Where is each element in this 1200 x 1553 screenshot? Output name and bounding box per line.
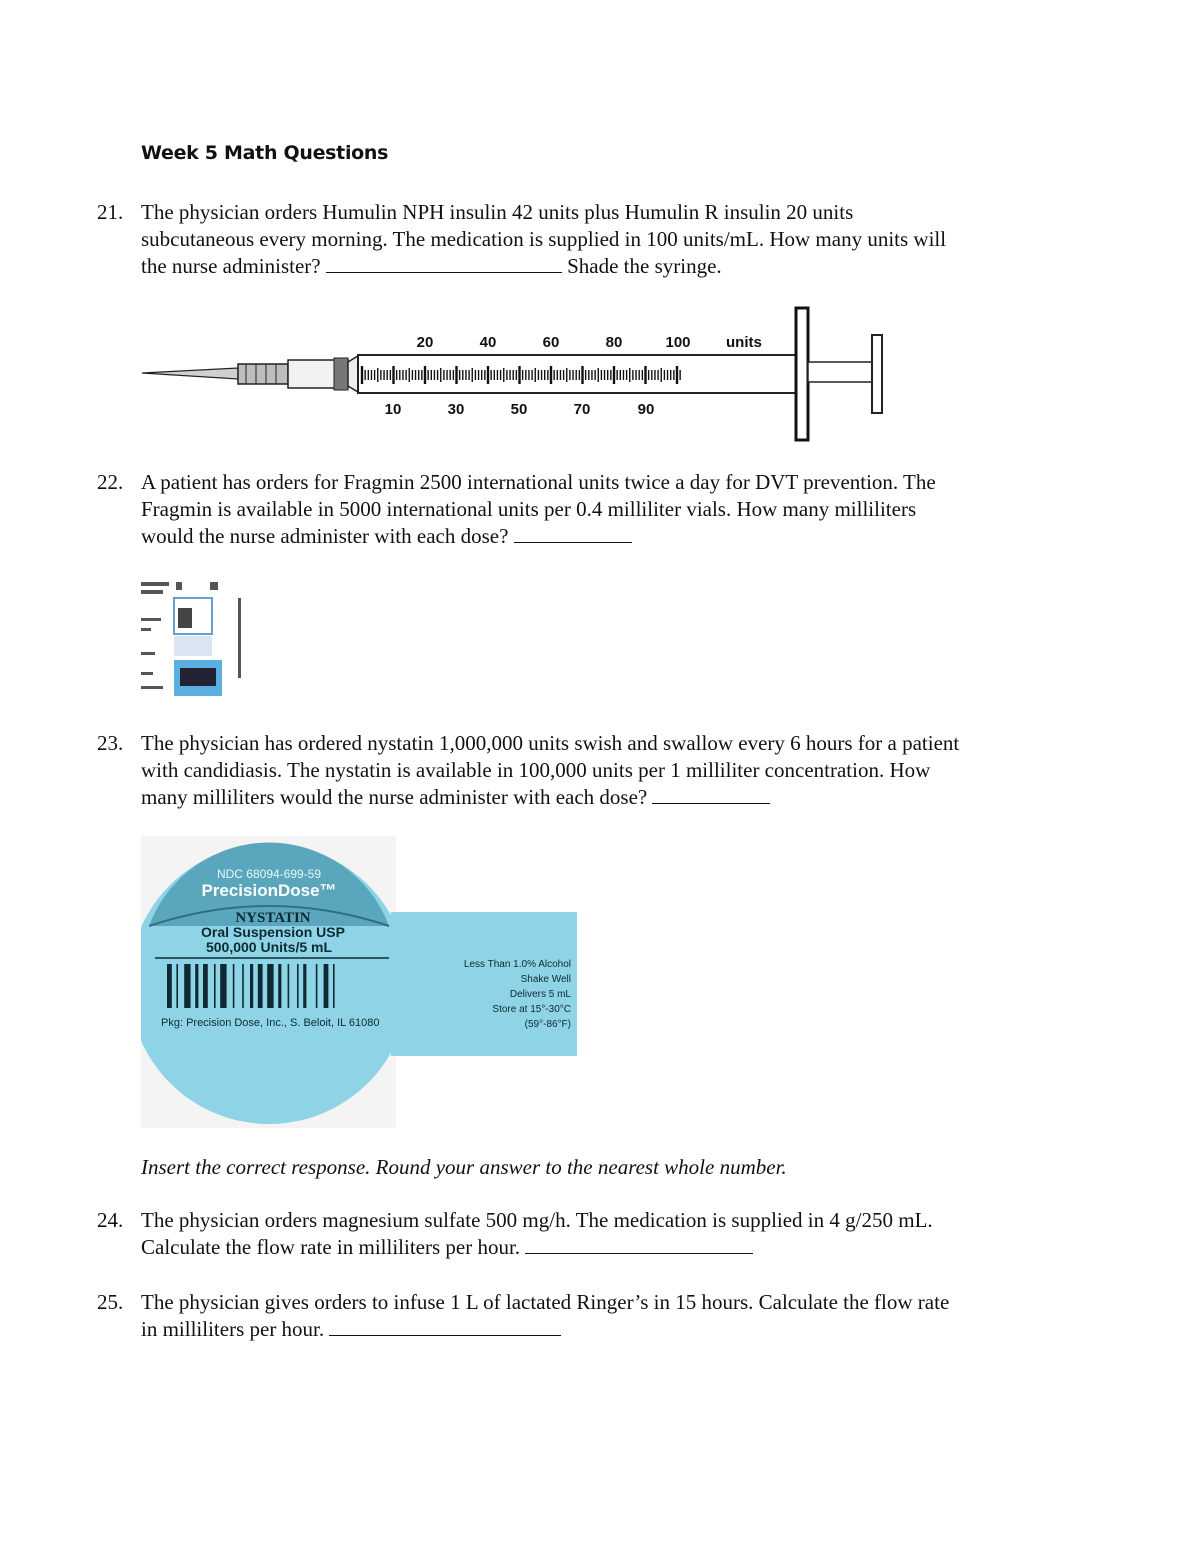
syringe-top-label: 20 [416,334,434,351]
question-text-line: many milliliters would the nurse administer with each dose? [141,785,648,809]
barcode-bar [303,964,306,1008]
question-text-line: The physician has ordered nystatin 1,000,000 units swish and swallow every 6 hours for a patient [141,731,960,755]
question-number: 25. [97,1290,124,1314]
barcode-bar [220,964,226,1008]
question-text-line: The physician gives orders to infuse 1 L of lactated Ringer’s in 15 hours. Calculate the flow rate [141,1290,950,1314]
answer-blank[interactable] [525,1235,753,1254]
question-22 [97,469,1077,550]
question-text-line: in milliliters per hour. [141,1317,325,1341]
question-number: 23. [97,731,124,755]
answer-blank[interactable] [326,254,562,273]
syringe-top-label: 60 [542,334,560,351]
question-text-line: The physician orders Humulin NPH insulin 42 units plus Humulin R insulin 20 units [141,200,854,224]
question-text-line: A patient has orders for Fragmin 2500 international units twice a day for DVT prevention. The [141,470,936,494]
barcode-bar [203,964,208,1008]
label-side-line: Delivers 5 mL [509,989,571,1000]
question-text-line: The physician orders magnesium sulfate 500 mg/h. The medication is supplied in 4 g/250 mL. [141,1208,933,1232]
label-strength: 500,000 Units/5 mL [205,939,333,955]
instruction-text: Insert the correct response. Round your answer to the nearest whole number. [141,1155,787,1179]
barcode-bar [167,964,172,1008]
syringe-bottom-label: 30 [447,401,465,418]
question-text-line: Calculate the flow rate in milliliters per hour. [141,1235,521,1259]
syringe-bottom-label: 50 [510,401,528,418]
answer-blank[interactable] [652,785,770,804]
barcode-bar [258,964,263,1008]
question-23 [97,730,1077,811]
question-number: 24. [97,1208,124,1232]
barcode-bar [176,964,178,1008]
syringe-bottom-label: 10 [384,401,402,418]
label-side-line: Shake Well [520,974,571,985]
question-text-line: the nurse administer? [141,254,321,278]
barcode-bar [267,964,273,1008]
fragmin-label-image [138,578,256,700]
barcode-bar [278,964,281,1008]
question-24 [97,1207,1077,1261]
barcode-bar [288,964,290,1008]
barcode-bar [184,964,190,1008]
page-title: Week 5 Math Questions [141,142,389,164]
syringe-illustration [138,300,898,445]
question-text-line: subcutaneous every morning. The medication is supplied in 100 units/mL. How many units will [141,227,947,251]
question-text-line: would the nurse administer with each dose? [141,524,509,548]
question-number: 21. [97,200,124,224]
barcode-bar [333,964,335,1008]
barcode-bar [214,964,216,1008]
question-text-line: Shade the syringe. [567,254,722,278]
label-side-line: Less Than 1.0% Alcohol [463,959,571,970]
label-side-line: Store at 15°-30°C [492,1004,571,1015]
answer-blank[interactable] [329,1317,561,1336]
question-number: 22. [97,470,124,494]
syringe-top-label: 40 [479,334,497,351]
nystatin-label-image [141,836,577,1128]
label-drug-name: NYSTATIN [235,910,311,926]
syringe-unit-label: units [726,334,762,351]
label-ndc: NDC 68094-699-59 [216,867,322,881]
answer-blank[interactable] [514,524,632,543]
question-21 [97,199,1077,280]
barcode-bar [233,964,235,1008]
label-form: Oral Suspension USP [201,924,345,940]
label-brand: PrecisionDose™ [201,881,337,900]
barcode-bar [297,964,299,1008]
barcode-bar [242,964,244,1008]
barcode-bar [195,964,198,1008]
syringe-bottom-label: 90 [637,401,655,418]
question-text-line: Fragmin is available in 5000 international units per 0.4 milliliter vials. How many milliliters [141,497,917,521]
barcode-bar [324,964,329,1008]
question-text-line: with candidiasis. The nystatin is available in 100,000 units per 1 milliliter concentration. How [141,758,931,782]
syringe-bottom-label: 70 [573,401,591,418]
question-25 [97,1289,1077,1343]
label-packager: Pkg: Precision Dose, Inc., S. Beloit, IL 61080 [161,1017,380,1029]
label-side-line: (59°-86°F) [524,1019,571,1030]
syringe-top-label: 100 [665,334,691,351]
syringe-top-label: 80 [605,334,623,351]
barcode-bar [316,964,318,1008]
barcode-bar [250,964,253,1008]
